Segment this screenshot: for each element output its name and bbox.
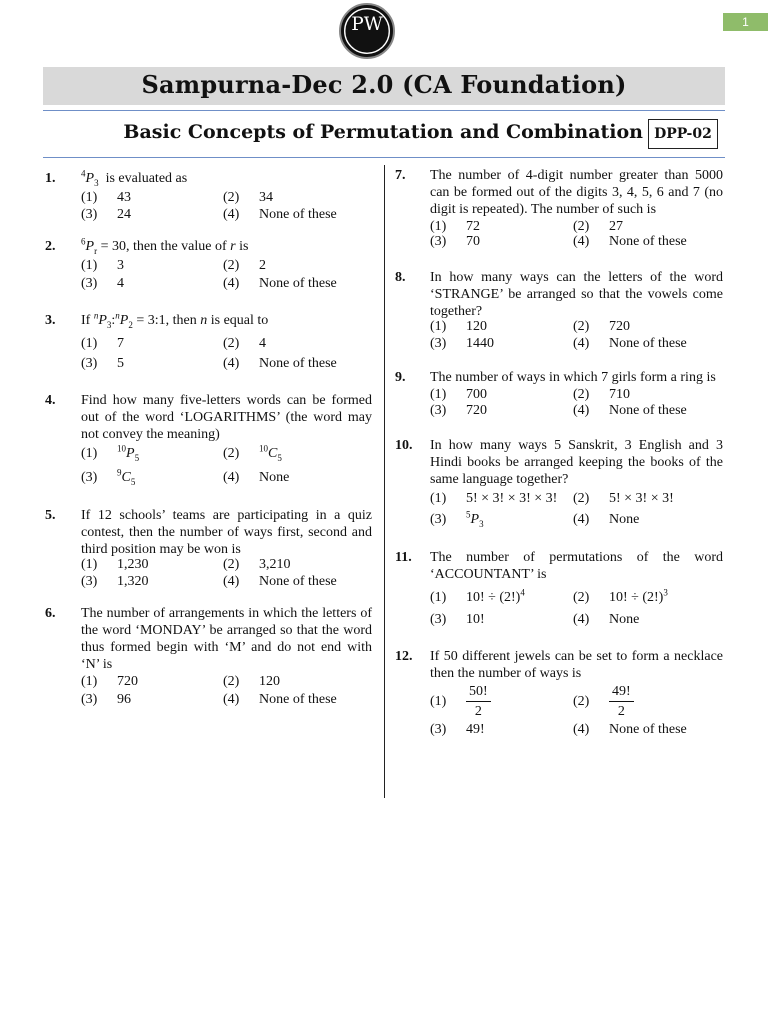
option-label: (2) (573, 491, 590, 506)
option-text: 3 (117, 258, 124, 273)
option-label: (2) (223, 190, 240, 205)
option-text: 43 (117, 190, 131, 205)
option-label: (4) (573, 336, 590, 351)
subscript: 5 (130, 476, 136, 487)
option-text: None of these (609, 403, 687, 418)
question-number: 5. (45, 508, 56, 523)
option-label: (4) (223, 574, 240, 589)
numerator: 49! (609, 683, 634, 702)
option-label: (3) (430, 403, 447, 418)
question-number: 8. (395, 270, 406, 285)
option-text: 700 (466, 387, 487, 402)
option-text: 34 (259, 190, 273, 205)
option (430, 611, 485, 628)
option-text: None (609, 512, 640, 527)
option-label: (1) (81, 446, 98, 461)
option (81, 445, 139, 462)
option (223, 691, 337, 708)
option-label: (3) (81, 470, 98, 485)
question-stem: The number of ways in which 7 girls form a ring is (430, 370, 716, 385)
question-11 (395, 549, 725, 629)
question-number: 4. (45, 393, 56, 408)
superscript: 10 (259, 443, 268, 454)
question-6 (45, 605, 375, 710)
stem-text: is equal to (210, 313, 269, 328)
option-text: 4 (117, 276, 124, 291)
question-number: 10. (395, 438, 413, 453)
question-number: 7. (395, 168, 406, 183)
option-text: None of these (259, 276, 337, 291)
question-number: 11. (395, 550, 412, 565)
option-text: 1,320 (117, 574, 149, 589)
question-10 (395, 437, 725, 532)
option-text: 5! × 3! × 3! × 3! (466, 491, 558, 506)
superscript: 4 (520, 587, 525, 598)
column-divider (384, 165, 385, 798)
option (430, 318, 487, 335)
question-8 (395, 269, 725, 354)
question-7 (395, 167, 725, 252)
math-symbol: n (200, 313, 208, 328)
option (573, 233, 687, 250)
option (430, 233, 480, 250)
option (81, 335, 124, 352)
question-5 (45, 507, 375, 592)
math-symbol: P (85, 171, 95, 186)
option-label: (4) (223, 470, 240, 485)
option-text: None (259, 470, 290, 485)
document-title: Sampurna-Dec 2.0 (CA Foundation) (43, 67, 725, 105)
question-number: 3. (45, 313, 56, 328)
option-text: 2 (259, 258, 266, 273)
option-text: 1440 (466, 336, 494, 351)
option (573, 611, 639, 628)
superscript: 4 (81, 168, 86, 179)
question-stem: The number of permutations of the word ‘ACCOUNTANT’ is (430, 550, 723, 582)
section-subtitle: Basic Concepts of Permutation and Combination (123, 121, 643, 143)
option (430, 386, 487, 403)
option-text: None of these (259, 207, 337, 222)
stem-text: = 30, then the value of (100, 239, 227, 254)
option (81, 691, 131, 708)
option-label: (2) (573, 693, 590, 709)
option-label: (2) (223, 674, 240, 689)
option (573, 318, 630, 335)
math-symbol: C (121, 470, 131, 485)
option-label: (2) (223, 557, 240, 572)
math-symbol: C (268, 446, 278, 461)
subscript: 5 (277, 452, 282, 463)
option (430, 683, 491, 720)
option-text: None (609, 612, 640, 627)
option-label: (2) (223, 258, 240, 273)
question-number: 6. (45, 606, 56, 621)
option-label: (3) (430, 234, 447, 249)
question-stem: The number of arrangements in which the letters of the word ‘MONDAY’ be arranged so that the word thus formed begin with ‘M’ and do not end with ‘N’ is (81, 606, 372, 672)
option (430, 402, 487, 419)
option-label: (1) (430, 219, 447, 234)
superscript: n (115, 310, 120, 321)
option-text: 70 (466, 234, 480, 249)
option-label: (4) (573, 234, 590, 249)
option (223, 275, 337, 292)
option-text: None of these (259, 356, 337, 371)
subscript: 2 (128, 319, 133, 330)
option-label: (3) (430, 722, 447, 737)
option-text: None of these (609, 336, 687, 351)
question-stem (81, 312, 371, 329)
option (223, 673, 280, 690)
option-text: None of these (609, 234, 687, 249)
option-label: (4) (573, 722, 590, 737)
denominator: 2 (617, 704, 625, 719)
option-label: (3) (81, 356, 98, 371)
question-12 (395, 648, 725, 743)
option-text: 24 (117, 207, 131, 222)
fraction (609, 683, 634, 720)
option-label: (4) (223, 356, 240, 371)
option (223, 206, 337, 223)
question-2 (45, 238, 375, 298)
option (81, 673, 138, 690)
option-text: 10! (466, 612, 485, 627)
option-text: 4 (259, 336, 266, 351)
option-text: None of these (259, 692, 337, 707)
question-number: 12. (395, 649, 413, 664)
option-label: (3) (430, 612, 447, 627)
option-text: 27 (609, 219, 623, 234)
option-label: (1) (81, 674, 98, 689)
subscript: 3 (106, 319, 112, 330)
option-label: (4) (223, 276, 240, 291)
question-number: 2. (45, 239, 56, 254)
option (81, 573, 149, 590)
option-text: 1,230 (117, 557, 149, 572)
option (573, 721, 687, 738)
subscript: 3 (94, 177, 99, 188)
math-symbol: P (119, 313, 129, 328)
question-number: 9. (395, 370, 406, 385)
option-label: (1) (430, 387, 447, 402)
option (223, 556, 291, 573)
numerator: 50! (466, 683, 491, 702)
superscript: 3 (663, 587, 668, 598)
option-text: 120 (259, 674, 280, 689)
option-label: (4) (223, 692, 240, 707)
option (81, 257, 124, 274)
option (573, 511, 639, 528)
stem-text: is (239, 239, 249, 254)
page-number: 1 (723, 13, 768, 31)
option-label: (2) (223, 336, 240, 351)
superscript: n (93, 310, 99, 321)
option-label: (2) (573, 590, 590, 605)
option-text: 72 (466, 219, 480, 234)
option-text: 5! × 3! × 3! (609, 491, 674, 506)
option-label: (2) (573, 319, 590, 334)
stem-text: If (81, 313, 91, 328)
superscript: 9 (117, 467, 122, 478)
colon: : (111, 313, 116, 328)
option-text: 7 (117, 336, 124, 351)
option-text: 710 (609, 387, 630, 402)
option (223, 469, 289, 486)
option-label: (4) (573, 403, 590, 418)
subscript: 5 (134, 452, 140, 463)
question-number: 1. (45, 171, 56, 186)
superscript: 5 (466, 509, 471, 520)
question-9 (395, 369, 725, 421)
option (223, 257, 266, 274)
option-text: 3,210 (259, 557, 291, 572)
option-label: (3) (81, 692, 98, 707)
superscript: 6 (81, 236, 86, 247)
option-label: (1) (81, 557, 98, 572)
option-text: 120 (466, 319, 487, 334)
option-text: None of these (259, 574, 337, 589)
option (223, 573, 337, 590)
option-label: (1) (430, 590, 447, 605)
question-stem: If 12 schools’ teams are participating in a quiz contest, then the number of ways first, second and third position may be won is (81, 508, 372, 557)
option (430, 721, 485, 738)
option-label: (2) (223, 446, 240, 461)
question-stem (81, 170, 371, 187)
option-text: 49! (466, 722, 485, 737)
option (573, 386, 630, 403)
option-text: 5 (117, 356, 124, 371)
divider-top (43, 110, 725, 111)
question-1 (45, 170, 375, 230)
option (81, 206, 131, 223)
dpp-badge: DPP-02 (648, 119, 718, 149)
option (81, 355, 124, 372)
option-label: (2) (573, 219, 590, 234)
option-text: 720 (466, 403, 487, 418)
option-text: None of these (609, 722, 687, 737)
question-4 (45, 392, 375, 492)
pw-logo-icon (339, 3, 395, 59)
option (81, 189, 131, 206)
question-stem: In how many ways 5 Sanskrit, 3 English and 3 Hindi books be arranged keeping the books of the same language together? (430, 438, 723, 487)
option-text: 96 (117, 692, 131, 707)
logo-letter-p: PW (351, 14, 383, 36)
question-stem: If 50 different jewels can be set to form a necklace then the number of ways is (430, 649, 723, 681)
option (573, 683, 634, 720)
option (430, 335, 494, 352)
option-text: 720 (609, 319, 630, 334)
option (573, 490, 674, 507)
superscript: 10 (117, 443, 126, 454)
option-label: (1) (430, 693, 447, 709)
option (573, 589, 668, 606)
denominator: 2 (474, 704, 482, 719)
divider-bottom (43, 157, 725, 158)
option (430, 511, 484, 528)
math-symbol: r (230, 239, 236, 254)
fraction (466, 683, 491, 720)
subscript: 3 (479, 518, 484, 529)
option (573, 402, 687, 419)
option (430, 490, 557, 507)
question-3 (45, 312, 375, 374)
option (81, 469, 135, 486)
option-label: (1) (430, 491, 447, 506)
option-label: (3) (81, 207, 98, 222)
option (573, 335, 687, 352)
option-label: (4) (573, 512, 590, 527)
math-symbol: P (126, 446, 135, 461)
option-label: (3) (430, 512, 447, 527)
option-label: (2) (573, 387, 590, 402)
math-symbol: P (98, 313, 107, 328)
option-label: (3) (430, 336, 447, 351)
option-label: (4) (223, 207, 240, 222)
subscript: r (94, 245, 98, 256)
option-label: (3) (81, 276, 98, 291)
option-label: (1) (81, 258, 98, 273)
stem-text: = 3:1, then (136, 313, 197, 328)
option-label: (1) (430, 319, 447, 334)
option-label: (1) (81, 190, 98, 205)
question-stem: In how many ways can the letters of the word ‘STRANGE’ be arranged so that the vowels come together? (430, 270, 723, 319)
option (223, 445, 282, 462)
option-label: (4) (573, 612, 590, 627)
option-text: 10! ÷ (2!) (609, 590, 664, 605)
math-symbol: P (85, 239, 95, 254)
option (223, 335, 266, 352)
option (81, 556, 149, 573)
option-label: (1) (81, 336, 98, 351)
option (81, 275, 124, 292)
option (223, 189, 273, 206)
question-stem: The number of 4-digit number greater than 5000 can be formed out of the digits 3, 4, 5, 6 and 7 (no digit is repeated). The number of such is (430, 168, 723, 217)
question-stem (81, 238, 371, 255)
stem-text: is evaluated as (105, 171, 188, 186)
option-text: 720 (117, 674, 138, 689)
option-text: 10! ÷ (2!) (466, 590, 521, 605)
option-label: (3) (81, 574, 98, 589)
question-stem: Find how many five-letters words can be formed out of the word ‘LOGARITHMS’ (the word may not convey the meaning) (81, 393, 372, 442)
option (223, 355, 337, 372)
option (430, 589, 525, 606)
math-symbol: P (470, 512, 480, 527)
